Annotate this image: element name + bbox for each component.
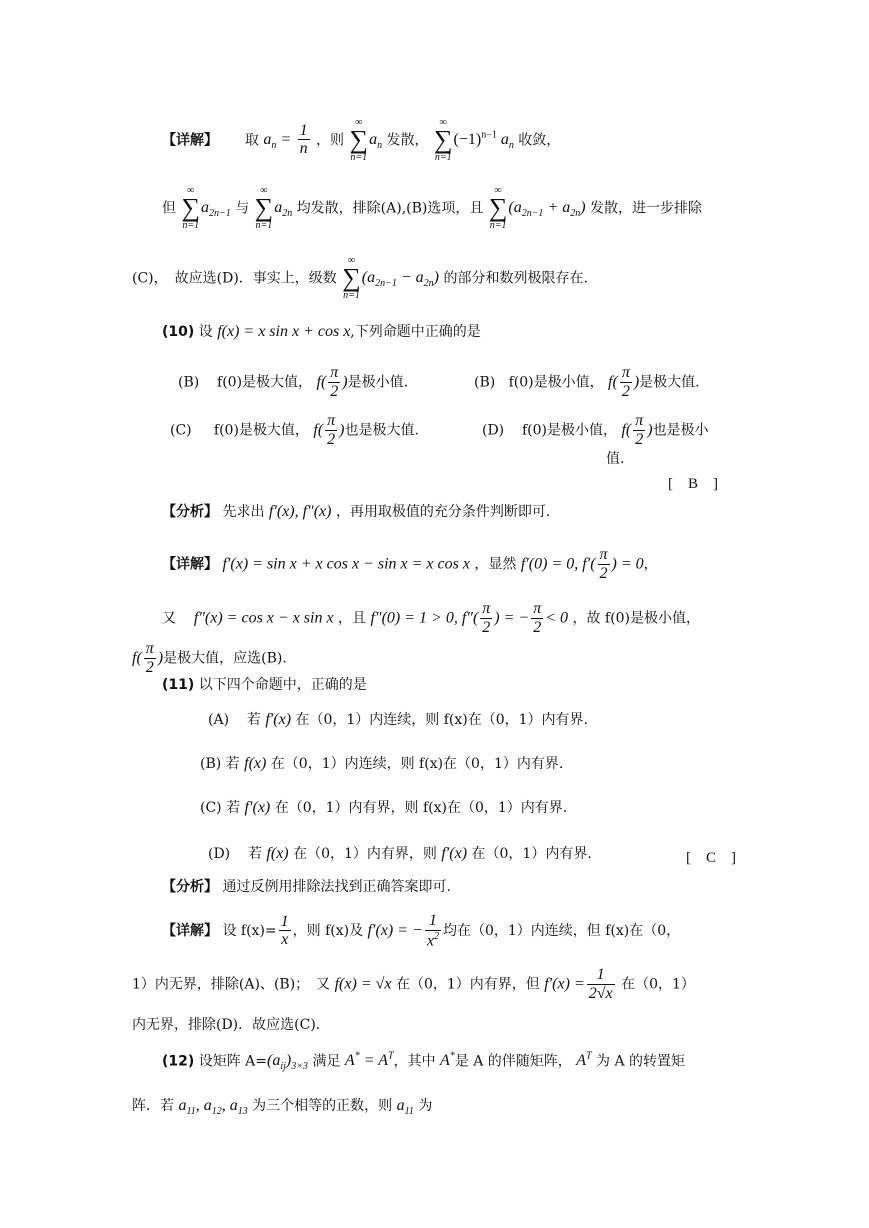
question-number: (10) <box>162 324 195 340</box>
option-a: (A) 若 f′(x) 在（0，1）内连续，则 f(x)在（0，1）内有界. <box>208 711 588 728</box>
option-b: (B) 若 f(x) 在（0，1）内连续，则 f(x)在（0，1）内有界. <box>200 755 564 772</box>
detail-line-2: 但 ∞ ∑ n=1 $a_{2n-1}$ 与 ∞ ∑ n=1 $a_{2n}$ 均发散，排除(A),(B)选项，且 ∞ ∑ n=1 $(a_{2n-1} + a_{2n})$ 发散，进一步排除 <box>162 185 703 231</box>
question-number: (11) <box>162 677 195 693</box>
detail-11-line-3: 内无界，排除(D)．故应选(C). <box>132 1017 321 1033</box>
question-12: (12) 设矩阵 $A=(a_{ij})_{3\times 3}$ 满足 $A^* = A^T$，其中 A*是 A 的伴随矩阵， $A^T$ 为 A 的转置矩 <box>162 1051 686 1073</box>
option-c: (C) f(0)是极大值， f( $\frac{\pi}{2}$ )也是极大值. <box>170 412 419 448</box>
option-a: (B) f(0)是极大值， f( $\frac{\pi}{2}$ )是极小值. <box>178 364 409 400</box>
detail-line-1: 【详解】 取 $a_n$ = $\frac{1}{n}$ ，则 ∞ ∑ n=1 $a_n$ 发散， ∞ ∑ n=1 $(-1)^{n-1}$ $a_n$ 收敛， <box>162 117 561 163</box>
detail-11-line-1: 【详解】 设 f(x)= $\frac{1}{x}$ ，则 f(x)及 f′(x) = − $\frac{1}{x^2}$ 均在（0，1）内连续，但 f(x)在（0， <box>162 912 681 949</box>
option-d: (D) 若 f(x) 在（0，1）内有界，则 f′(x) 在（0，1）内有界. <box>208 845 592 862</box>
analysis-11: 【分析】 通过反例用排除法找到正确答案即可. <box>162 879 451 895</box>
frac-1-over-n: $\frac{1}{n}$ <box>299 121 308 158</box>
question-11: (11) 以下四个命题中，正确的是 <box>162 677 367 693</box>
answer-bracket-10: [ B ] <box>668 476 718 492</box>
detail-11-line-2: 1）内无界，排除(A)、(B)； 又 f(x) = √x 在（0，1）内有界，但 f′(x) = $\frac{1}{2√x}$ 在（0，1） <box>132 966 695 1002</box>
option-c: (C) 若 f′(x) 在（0，1）内有界，则 f(x)在（0，1）内有界. <box>200 799 568 816</box>
detail-10-line-1: 【详解】 f′(x) = sin x + x cos x − sin x = x cos x ，显然 f′(0) = 0, f′( $\frac{\pi}{2}$ ) = 0， <box>162 546 658 582</box>
detail-line-3: (C)， 故应选(D)．事实上，级数 ∞ ∑ n=1 $(a_{2n-1} - a_{2n})$ 的部分和数列极限存在. <box>132 255 588 301</box>
sum-an: ∞ ∑ n=1 <box>349 117 369 163</box>
analysis-10: 【分析】 先求出 f′(x), f″(x) ，再用取极值的充分条件判断即可. <box>162 503 551 520</box>
detail-10-line-2: 又 f″(x) = cos x − x sin x ，且 f″(0) = 1 > 0, f″( $\frac{\pi}{2}$ ) = − $\frac{\pi}{2}$ < 0 ，故 f(0)是极小值， <box>162 600 700 636</box>
option-d-wrap: 值. <box>606 451 625 467</box>
detail-label: 【详解】 <box>162 132 218 149</box>
answer-bracket-11: [ C ] <box>686 850 736 866</box>
option-b: (B) f(0)是极小值， f( $\frac{\pi}{2}$ )是极大值. <box>474 364 700 400</box>
option-d: (D) f(0)是极小值， f( $\frac{\pi}{2}$ )也是极小 <box>482 412 709 448</box>
question-12-line-2: 阵．若 $a_{11}$, $a_{12}$, $a_{13}$ 为三个相等的正数，则 $a_{11}$ 为 <box>132 1097 433 1118</box>
question-number: (12) <box>162 1053 195 1070</box>
question-10: (10) 设 f(x) = x sin x + cos x,下列命题中正确的是 <box>162 323 481 340</box>
detail-10-line-3: f( $\frac{\pi}{2}$ )是极大值，应选(B). <box>132 640 287 676</box>
sum-alt-an: ∞ ∑ n=1 <box>433 117 453 163</box>
math-an: $a_n$ = <box>263 131 292 152</box>
